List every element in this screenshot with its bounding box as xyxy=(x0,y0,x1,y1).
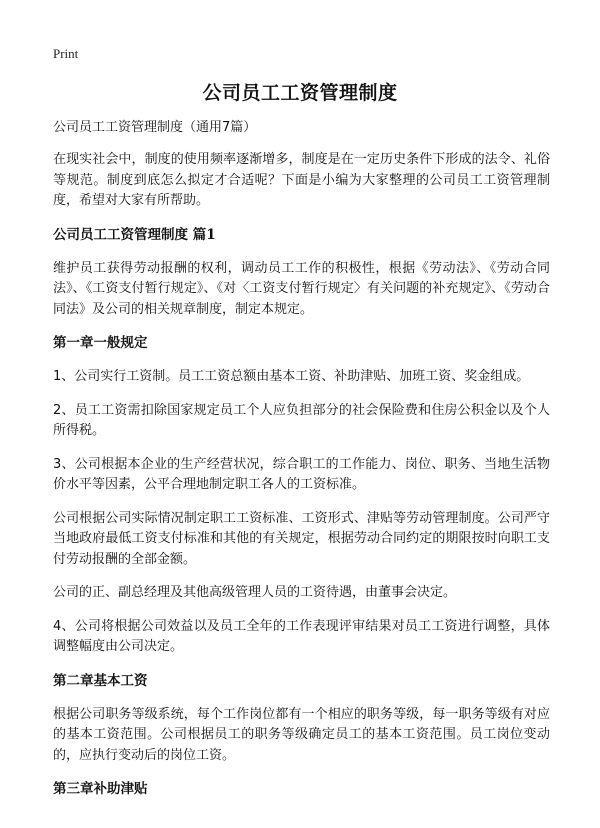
chapter-2-heading: 第二章基本工资 xyxy=(53,672,148,689)
print-link[interactable]: Print xyxy=(53,46,79,61)
section-1-paragraph: 维护员工获得劳动报酬的权利，调动员工工作的积极性，根据《劳动法》、《劳动合同法》、《工资支付暂行规定》、《对〈工资支付暂行规定〉有关问题的补充规定》、《劳动合同法》及公司的相关规章制度，制定本规定。 xyxy=(53,260,550,317)
chapter-1-paragraph-4: 公司根据公司实际情况制定职工工资标准、工资形式、津贴等劳动管理制度。公司严守当地政府最低工资支付标准和其他的有关规定，根据劳动合同约定的期限按时向职工支付劳动报酬的全部金额。 xyxy=(53,510,550,567)
page-title: 公司员工工资管理制度 xyxy=(202,82,398,104)
chapter-1-item-4: 4、公司将根据公司效益以及员工全年的工作表现评审结果对员工工资进行调整，具体调整幅度由公司决定。 xyxy=(53,618,550,654)
chapter-1-item-1: 1、公司实行工资制。员工工资总额由基本工资、补助津贴、加班工资、奖金组成。 xyxy=(53,369,530,384)
section-heading-1: 公司员工工资管理制度 篇1 xyxy=(53,226,216,243)
chapter-1-item-2: 2、员工工资需扣除国家规定员工个人应负担部分的社会保险费和住房公积金以及个人所得税。 xyxy=(53,402,550,438)
chapter-1-paragraph-5: 公司的正、副总经理及其他高级管理人员的工资待遇，由董事会决定。 xyxy=(53,585,457,600)
chapter-2-paragraph-1: 根据公司职务等级系统，每个工作岗位都有一个相应的职务等级，每一职务等级有对应的基本工资范围。公司根据员工的职务等级确定员工的基本工资范围。员工岗位变动的，应执行变动后的岗位工资。 xyxy=(53,706,550,763)
chapter-1-item-3: 3、公司根据本企业的生产经营状况，综合职工的工作能力、岗位、职务、当地生活物价水平等因素，公平合理地制定职工各人的工资标准。 xyxy=(53,456,550,492)
chapter-3-heading: 第三章补助津贴 xyxy=(53,781,148,797)
intro-paragraph: 在现实社会中，制度的使用频率逐渐增多，制度是在一定历史条件下形成的法令、礼俗等规范。制度到底怎么拟定才合适呢？下面是小编为大家整理的公司员工工资管理制度，希望对大家有所帮助。 xyxy=(53,152,550,208)
document-body xyxy=(53,118,550,813)
chapter-1-heading: 第一章一般规定 xyxy=(53,335,148,351)
document-subtitle: 公司员工工资管理制度（通用7篇） xyxy=(53,120,257,135)
